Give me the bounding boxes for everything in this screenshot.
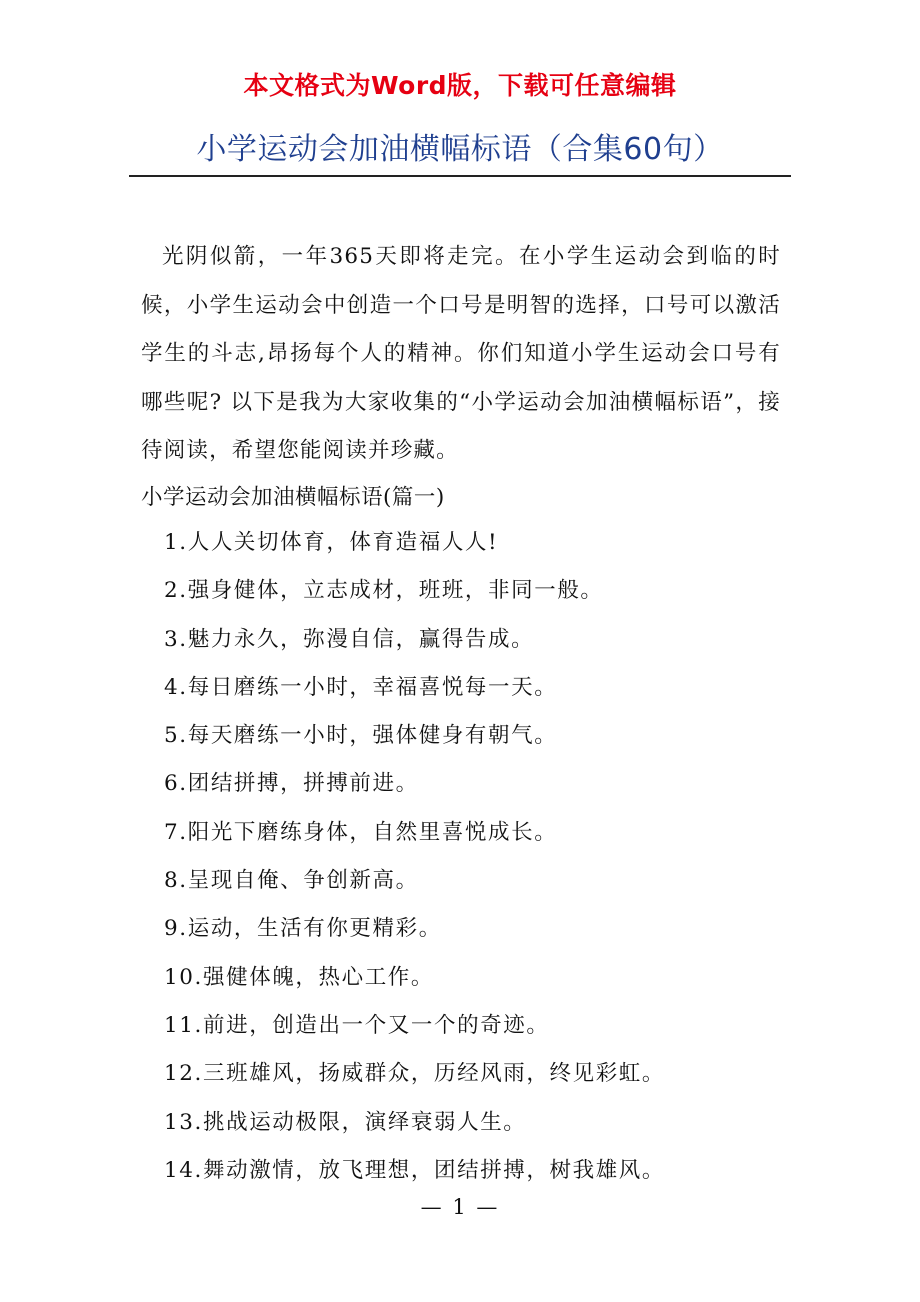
section-heading: 小学运动会加油横幅标语(篇一) [141, 485, 445, 510]
slogan-item: 9.运动，生活有你更精彩。 [164, 916, 442, 942]
slogan-item: 13.挑战运动极限，演绎衰弱人生。 [164, 1109, 527, 1135]
slogan-item: 1.人人关切体育，体育造福人人! [164, 530, 499, 555]
slogan-item: 10.强健体魄，热心工作。 [164, 964, 434, 990]
slogan-item: 2.强身健体，立志成材，班班，非同一般。 [164, 578, 604, 604]
slogan-item: 6.团结拼搏，拼搏前进。 [164, 771, 419, 797]
slogan-list [164, 519, 665, 1195]
intro-paragraph: 光阴似箭，一年365天即将走完。在小学生运动会到临的时候，小学生运动会中创造一个口号是明智的选择，口号可以激活学生的斗志,昂扬每个人的精神。你们知道小学生运动会口号有哪些呢? 以下是我为大家收集的“小学运动会加油横幅标语”，接待阅读，希望您能阅读并珍藏。 [141, 244, 781, 463]
slogan-item: 12.三班雄风，扬威群众，历经风雨，终见彩虹。 [164, 1061, 665, 1087]
title-divider [129, 175, 791, 177]
document-title: 小学运动会加油横幅标语（合集60句） [196, 132, 724, 167]
slogan-item: 8.呈现自俺、争创新高。 [164, 868, 419, 894]
page-number: — 1 — [420, 1195, 500, 1219]
format-notice-banner: 本文格式为Word版，下载可任意编辑 [243, 71, 677, 100]
slogan-item: 5.每天磨练一小时，强体健身有朝气。 [164, 723, 558, 749]
slogan-item: 11.前进，创造出一个又一个的奇迹。 [164, 1012, 550, 1038]
slogan-item: 3.魅力永久，弥漫自信，赢得告成。 [164, 626, 535, 652]
slogan-item: 7.阳光下磨练身体，自然里喜悦成长。 [164, 819, 558, 845]
slogan-item: 4.每日磨练一小时，幸福喜悦每一天。 [164, 674, 558, 700]
slogan-item: 14.舞动激情，放飞理想，团结拼搏，树我雄风。 [164, 1157, 665, 1183]
